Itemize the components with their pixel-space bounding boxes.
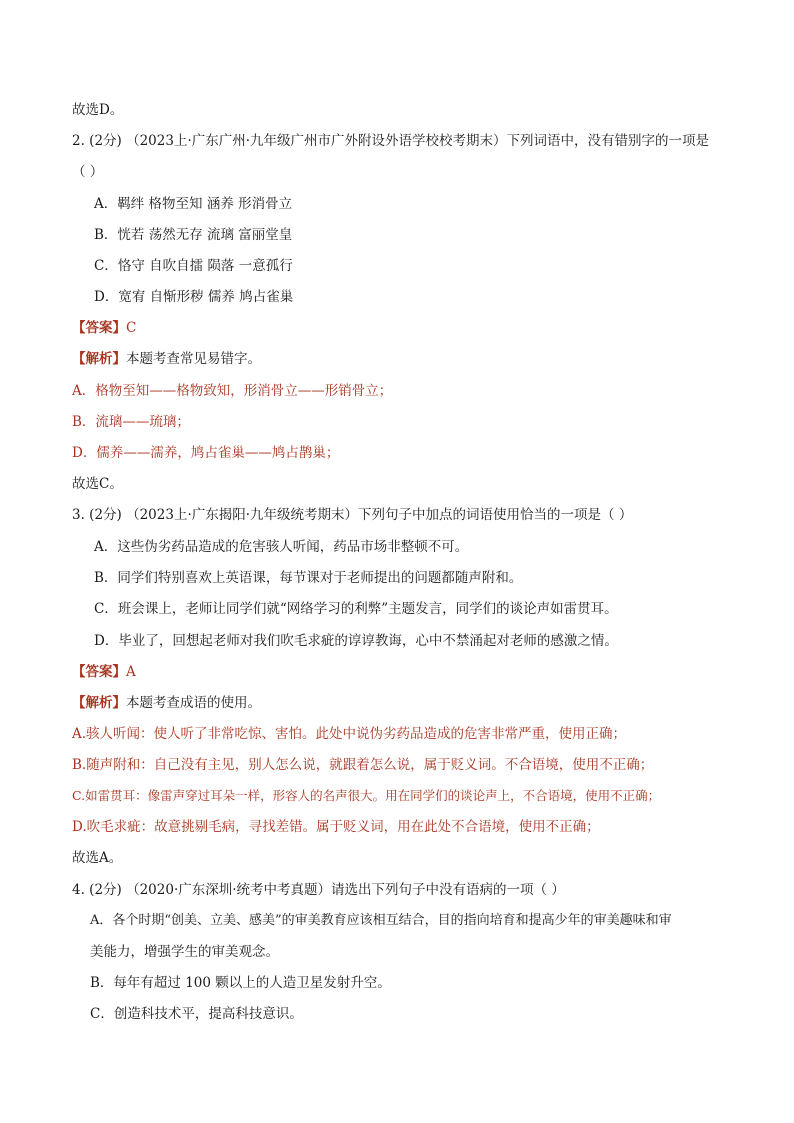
q4-option-b: B．每年有超过 100 颗以上的人造卫星发射升空。	[90, 975, 391, 991]
q3-analysis-line-c: C.如雷贯耳：像雷声穿过耳朵一样，形容人的名声很大。用在同学们的谈论声上，不合语境，使用不正确；	[72, 788, 661, 803]
q2-stem-line2: （ ）	[72, 164, 104, 180]
q2-conclusion: 故选C。	[72, 476, 123, 492]
q2-answer	[72, 318, 136, 338]
q2-stem-line1: 2. (2分) （2023上·广东广州·九年级广州市广外附设外语学校校考期末）下列词语中，没有错别字的一项是	[72, 133, 710, 149]
q3-analysis	[72, 693, 261, 713]
answer-value: A	[126, 664, 136, 680]
q3-stem-line1: 3. (2分) （2023上·广东揭阳·九年级统考期末）下列句子中加点的词语使用恰当的一项是（ ）	[72, 507, 633, 523]
analysis-label: 【解析】	[72, 695, 126, 711]
q2-option-c: C．恪守 自吹自擂 陨落 一意孤行	[94, 258, 293, 274]
answer-label: 【答案】	[72, 664, 126, 680]
q3-option-c: C．班会课上，老师让同学们就“网络学习的利弊”主题发言，同学们的谈论声如雷贯耳。	[94, 601, 618, 617]
answer-value: C	[126, 320, 137, 336]
q2-option-a: A．羁绊 格物至知 涵养 形消骨立	[94, 196, 293, 212]
q2-analysis	[72, 349, 261, 369]
q4-option-a-line1: A．各个时期“创美、立美、感美”的审美教育应该相互结合，目的指向培育和提高少年的审美趣味和审	[90, 913, 672, 928]
q3-option-d: D．毕业了，回想起老师对我们吹毛求疵的谆谆教诲，心中不禁涌起对老师的感激之情。	[94, 633, 618, 649]
q2-analysis-line-a: A．格物至知——格物致知，形消骨立——形销骨立；	[72, 383, 393, 399]
prev-conclusion: 故选D。	[72, 102, 124, 118]
q3-option-a: A．这些伪劣药品造成的危害骇人听闻，药品市场非整顿不可。	[94, 539, 469, 555]
analysis-text: 本题考查成语的使用。	[126, 695, 261, 711]
q3-option-b: B．同学们特别喜欢上英语课，每节课对于老师提出的问题都随声附和。	[94, 570, 523, 586]
q3-analysis-line-d: D.吹毛求疵：故意挑剔毛病，寻找差错。属于贬义词，用在此处不合语境，使用不正确；	[72, 819, 600, 835]
q3-answer	[72, 662, 136, 682]
q3-analysis-line-a: A.骇人听闻：使人听了非常吃惊、害怕。此处中说伪劣药品造成的危害非常严重，使用正确；	[72, 726, 627, 742]
analysis-label: 【解析】	[72, 351, 126, 367]
q3-conclusion: 故选A。	[72, 850, 123, 866]
q3-analysis-line-b: B.随声附和：自己没有主见，别人怎么说，就跟着怎么说，属于贬义词。不合语境，使用不正确；	[72, 757, 654, 773]
answer-label: 【答案】	[72, 320, 126, 336]
q2-option-b: B．恍若 荡然无存 流璃 富丽堂皇	[94, 227, 293, 243]
q4-stem-line1: 4. (2分) （2020·广东深圳·统考中考真题）请选出下列句子中没有语病的一项（ ）	[72, 882, 565, 898]
q2-analysis-line-d: D．儒养——濡养，鸠占雀巢——鸠占鹊巢；	[72, 445, 340, 461]
q4-option-c: C．创造科技术平，提高科技意识。	[90, 1006, 303, 1022]
q2-option-d: D．宽宥 自惭形秽 儒养 鸠占雀巢	[94, 289, 294, 305]
q2-analysis-line-b: B．流璃——琉璃；	[72, 414, 190, 430]
q4-option-a-line2: 美能力，增强学生的审美观念。	[90, 944, 279, 960]
analysis-text: 本题考查常见易错字。	[126, 351, 261, 367]
